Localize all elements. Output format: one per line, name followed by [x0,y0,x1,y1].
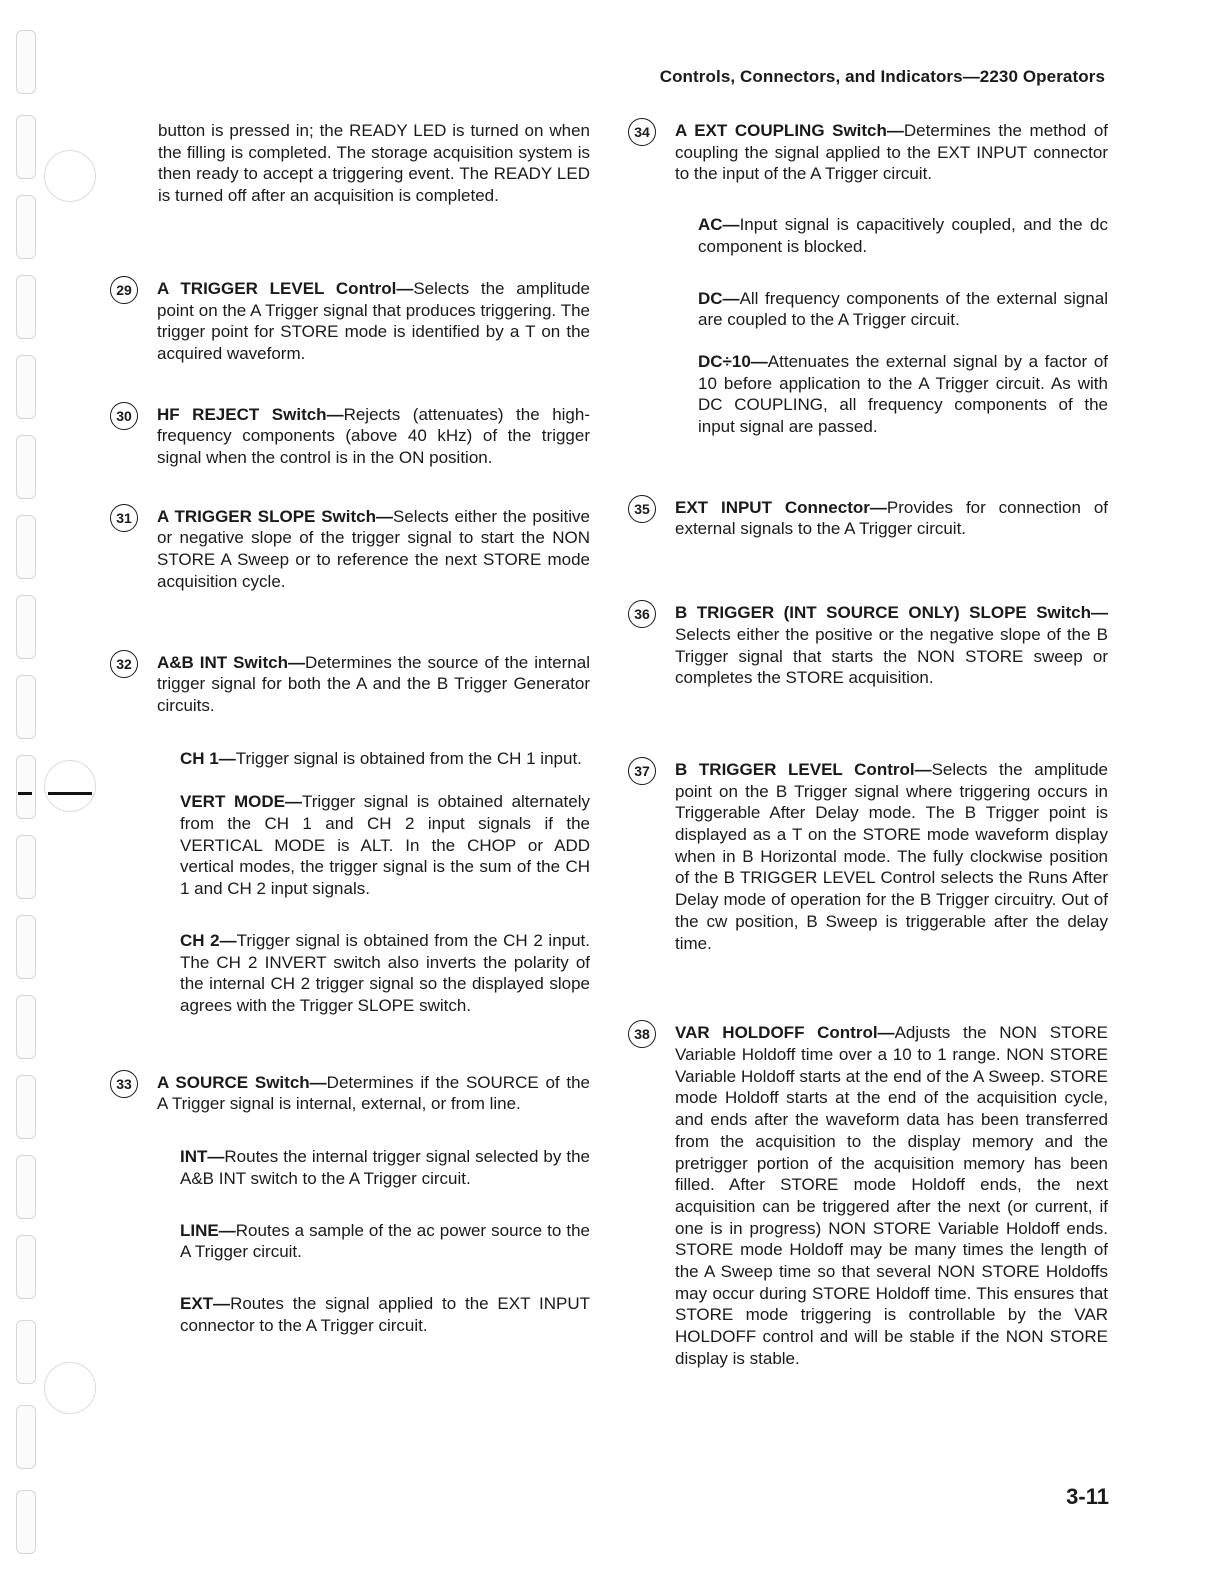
binder-hole [16,355,36,419]
sub-term: INT— [180,1147,225,1167]
item-number: 34 [628,118,656,146]
continuation-paragraph: button is pressed in; the READY LED is turned on when the filling is completed. The storage acquisition system is then ready to accept a triggering event. The READY LED is turned off after an acquisition is completed. [158,121,590,206]
item-38 [628,1022,1108,1369]
punch-ring [44,150,96,202]
item-text: Adjusts the NON STORE Variable Holdoff time over a 10 to 1 range. NON STORE Variable Holdoff starts at the end of the A Sweep. STORE mode Holdoff starts at the end of the acquisition cycle, and ends after the waveform data has been transferred from the acquisition to the display memory and the pretrigger portion of the acquisition memory has been filled. After STORE mode Holdoff ends, the next acquisition can be triggered after the next (or current, if one is in progress) NON STORE Variable Holdoff ends. STORE mode Holdoff may be many times the length of the A Sweep time so that several NON STORE Holdoffs may occur during STORE Holdoff time. This ensures that STORE mode triggering is controllable by the VAR HOLDOFF control and will be stable if the NON STORE display is stable. [675,1023,1108,1368]
binder-hole [16,1075,36,1139]
item-term: B TRIGGER LEVEL Control— [675,759,932,779]
item-number: 32 [110,650,138,678]
sub-text: Attenuates the external signal by a factor of 10 before application to the A Trigger circuit. As with DC COUPLING, all frequency components of the input signal are passed. [698,351,1108,437]
sub-text: All frequency components of the external signal are coupled to the A Trigger circuit. [698,288,1108,330]
page-number: 3-11 [1066,1484,1109,1509]
binder-hole [16,195,36,259]
item-text: Selects the amplitude point on the A Trigger signal that produces triggering. The trigger point for STORE mode is identified by a T on the acquired waveform. [157,278,590,363]
sub-term: LINE— [180,1220,236,1240]
left-column [110,120,590,1336]
sub-text: Routes a sample of the ac power source to the A Trigger circuit. [180,1220,590,1262]
item-35 [628,497,1108,540]
item-number: 30 [110,402,138,430]
binder-hole [16,115,36,179]
item-36 [628,602,1108,689]
item-number: 36 [628,600,656,628]
item-text: Determines the source of the internal trigger signal for both the A and the B Trigger Generator circuits. [157,652,590,715]
binder-hole [16,435,36,499]
right-column [628,120,1108,1370]
item-term: B TRIGGER (INT SOURCE ONLY) SLOPE Switch— [675,603,1108,623]
binder-hole [16,1490,36,1554]
item-term: A&B INT Switch— [157,652,305,672]
sub-item-int [110,1146,590,1189]
item-32 [110,652,590,717]
punch-ring [44,760,96,812]
sub-item-ch2 [110,930,590,1017]
item-text: Determines if the SOURCE of the A Trigger signal is internal, external, or from line. [157,1072,591,1114]
sub-term: VERT MODE— [180,792,302,812]
sub-item-line [110,1220,590,1263]
punch-ring [44,1362,96,1414]
item-text: Selects either the positive or negative slope of the trigger signal to start the NON STORE A Sweep or to reference the next STORE mode acquisition cycle. [157,506,591,591]
margin-mark [48,792,92,795]
item-term: A SOURCE Switch— [157,1072,327,1092]
item-34 [628,120,1108,185]
binder-hole [16,1405,36,1469]
sub-item-ch1 [110,748,590,770]
binder-hole [16,915,36,979]
item-text: Selects the amplitude point on the B Trigger signal where triggering occurs in Triggerable After Delay mode. The B Trigger point is displayed as a T on the STORE mode waveform display when in B Horizontal mode. The fully clockwise position of the B TRIGGER LEVEL Control selects the Runs After Delay mode of operation for the B Trigger circuitry. Out of the cw position, B Sweep is triggerable after the delay time. [675,759,1108,953]
sub-term: EXT— [180,1293,231,1313]
item-term: HF REJECT Switch— [157,404,344,424]
sub-text: Input signal is capacitively coupled, and the dc component is blocked. [698,215,1108,256]
binder-hole [16,755,36,819]
item-29 [110,278,590,365]
sub-text: Trigger signal is obtained from the CH 1 input. [235,748,582,768]
item-text: Selects either the positive or the negative slope of the B Trigger signal that starts the NON STORE sweep or completes the STORE acquisition. [675,624,1108,688]
binder-hole [16,275,36,339]
sub-text: Routes the signal applied to the EXT INPUT connector to the A Trigger circuit. [180,1293,590,1335]
item-number: 35 [628,495,656,523]
sub-term: CH 1— [180,748,236,768]
binder-hole [16,1235,36,1299]
binder-hole [16,835,36,899]
item-number: 38 [628,1020,656,1048]
item-term: A EXT COUPLING Switch— [675,121,904,140]
item-term: EXT INPUT Connector— [675,497,887,517]
item-37 [628,759,1108,954]
sub-text: Routes the internal trigger signal selected by the A&B INT switch to the A Trigger circuit. [180,1147,590,1188]
item-number: 29 [110,276,138,304]
item-term: A TRIGGER LEVEL Control— [157,278,414,298]
sub-term: AC— [698,215,740,235]
binder-hole [16,515,36,579]
binder-hole [16,595,36,659]
binder-hole [16,1155,36,1219]
sub-text: Trigger signal is obtained alternately from the CH 1 and CH 2 input signals if the VERTICAL MODE is ALT. In the CHOP or ADD vertical modes, the trigger signal is the sum of the CH 1 and CH 2 input signals. [180,792,591,899]
margin-mark [18,792,32,795]
page-header: Controls, Connectors, and Indicators—2230 Operators [659,67,1105,86]
binder-hole [16,30,36,94]
sub-item-ac [628,214,1108,257]
item-number: 37 [628,757,656,785]
item-term: A TRIGGER SLOPE Switch— [157,506,393,526]
sub-item-vert-mode [110,791,590,900]
item-33 [110,1072,590,1115]
sub-item-ext [110,1293,590,1336]
sub-item-dc [628,288,1108,331]
binder-edge [0,0,40,1578]
sub-item-dc-div-10 [628,351,1108,438]
item-text: Determines the method of coupling the signal applied to the EXT INPUT connector to the input of the A Trigger circuit. [675,121,1108,184]
binder-hole [16,1320,36,1384]
sub-term: CH 2— [180,930,237,950]
sub-text: Trigger signal is obtained from the CH 2 input. The CH 2 INVERT switch also inverts the polarity of the internal CH 2 trigger signal so the displayed slope agrees with the Trigger SLOPE switch. [180,930,590,1015]
item-text: Provides for connection of external signals to the A Trigger circuit. [675,497,1108,539]
item-number: 31 [110,504,138,532]
sub-term: DC— [698,288,740,308]
item-number: 33 [110,1070,138,1098]
item-term: VAR HOLDOFF Control— [675,1023,895,1043]
binder-hole [16,675,36,739]
item-text: Rejects (attenuates) the high-frequency components (above 40 kHz) of the trigger signal when the control is in the ON position. [157,404,590,468]
item-31 [110,506,590,593]
item-30 [110,404,590,469]
sub-term: DC÷10— [698,351,768,371]
binder-hole [16,995,36,1059]
